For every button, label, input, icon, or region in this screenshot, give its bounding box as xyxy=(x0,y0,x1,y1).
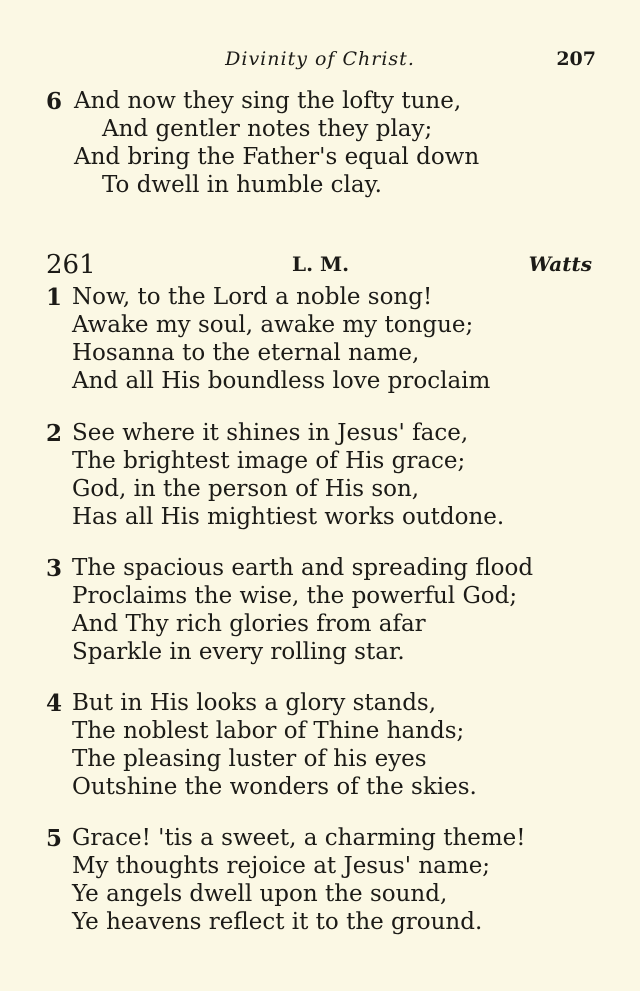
stanza-number: 5 xyxy=(46,825,63,852)
verse-line: See where it shines in Jesus' face, xyxy=(72,420,469,446)
verse-line: But in His looks a glory stands, xyxy=(72,690,437,716)
verse-line: My thoughts rejoice at Jesus' name; xyxy=(72,853,491,879)
hymn-number: 261 xyxy=(46,250,96,280)
page-number: 207 xyxy=(556,48,596,70)
verse-line: And now they sing the lofty tune, xyxy=(74,88,462,114)
hymn-meter: L. M. xyxy=(292,252,350,276)
verse-line: The noblest labor of Thine hands; xyxy=(72,718,465,744)
verse-line: Now, to the Lord a noble song! xyxy=(72,284,433,310)
verse-line: Proclaims the wise, the powerful God; xyxy=(72,583,518,609)
stanza-number: 6 xyxy=(46,88,63,115)
verse-line: Outshine the wonders of the skies. xyxy=(72,774,477,800)
verse-line: And all His boundless love proclaim xyxy=(72,368,491,394)
stanza-number: 4 xyxy=(46,690,63,717)
running-header-title: Divinity of Christ. xyxy=(225,48,415,70)
verse-line: The pleasing luster of his eyes xyxy=(72,746,427,772)
stanza-number: 2 xyxy=(46,420,63,447)
stanza-number: 1 xyxy=(46,284,63,311)
verse-line: God, in the person of His son, xyxy=(72,476,420,502)
verse-line: And bring the Father's equal down xyxy=(74,144,480,170)
verse-line: Ye angels dwell upon the sound, xyxy=(72,881,448,907)
stanza-number: 3 xyxy=(46,555,63,582)
verse-line: To dwell in humble clay. xyxy=(102,172,382,198)
hymn-author: Watts xyxy=(528,252,592,276)
verse-line: Sparkle in every rolling star. xyxy=(72,639,405,665)
verse-line: Hosanna to the eternal name, xyxy=(72,340,420,366)
verse-line: Awake my soul, awake my tongue; xyxy=(72,312,474,338)
verse-line: And Thy rich glories from afar xyxy=(72,611,426,637)
verse-line: Ye heavens reflect it to the ground. xyxy=(72,909,483,935)
verse-line: The brightest image of His grace; xyxy=(72,448,466,474)
verse-line: And gentler notes they play; xyxy=(102,116,433,142)
verse-line: The spacious earth and spreading flood xyxy=(72,555,534,581)
verse-line: Grace! 'tis a sweet, a charming theme! xyxy=(72,825,526,851)
verse-line: Has all His mightiest works outdone. xyxy=(72,504,505,530)
